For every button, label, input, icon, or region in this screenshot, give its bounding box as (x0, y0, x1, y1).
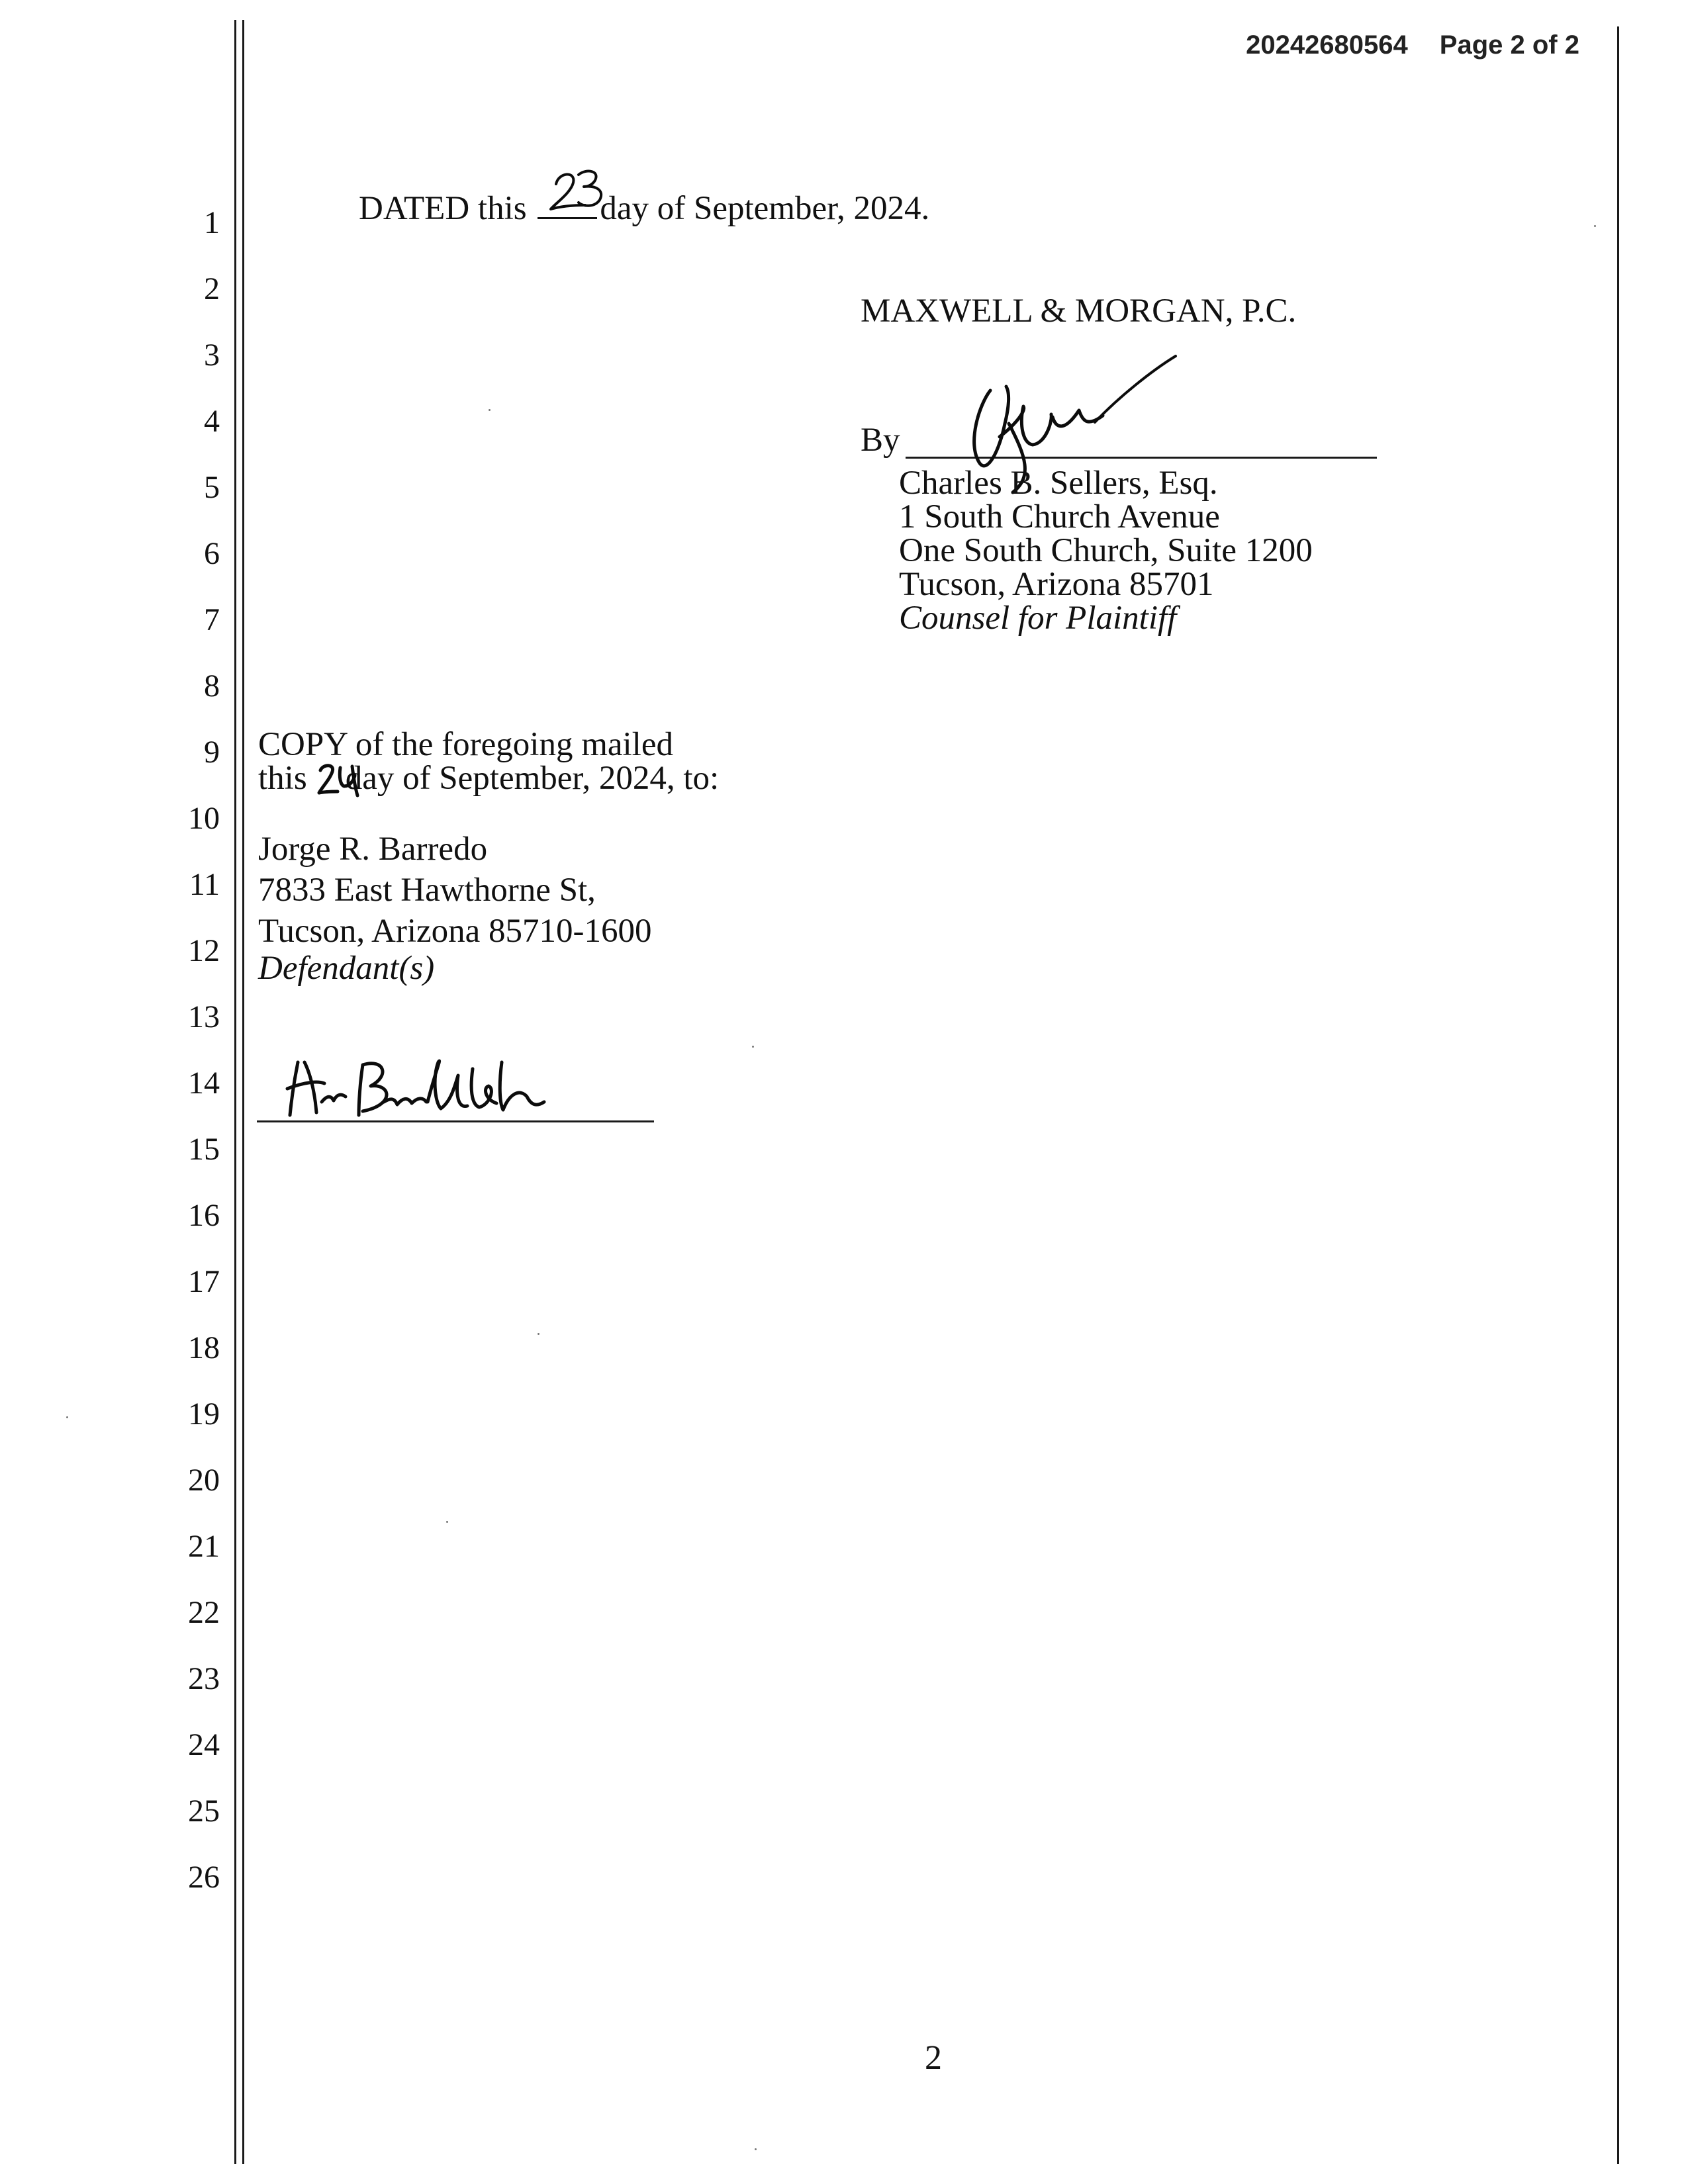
recipient-street: 7833 East Hawthorne St, (258, 872, 596, 909)
attorney-name: Charles B. Sellers, Esq. (899, 465, 1218, 502)
scan-speck (752, 1046, 754, 1048)
mailer-signature (285, 1049, 596, 1122)
scan-speck (489, 409, 491, 411)
line-number: 1 (204, 205, 220, 240)
line-number: 22 (188, 1595, 220, 1630)
scan-speck (1594, 225, 1596, 227)
line-number: 16 (188, 1198, 220, 1233)
attorney-address-3: Tucson, Arizona 85701 (899, 566, 1214, 603)
line-number: 2 (204, 271, 220, 306)
firm-name: MAXWELL & MORGAN, P.C. (861, 293, 1297, 330)
attorney-address-1: 1 South Church Avenue (899, 498, 1220, 535)
line-number: 12 (188, 933, 220, 968)
line-number: 14 (188, 1066, 220, 1101)
left-margin-rule-inner (242, 20, 244, 2164)
right-margin-rule (1617, 26, 1619, 2164)
dated-prefix: DATED this (359, 190, 527, 227)
line-number: 3 (204, 338, 220, 373)
attorney-block (899, 467, 1313, 635)
copy-notice-line1: COPY of the foregoing mailed (258, 726, 673, 763)
page-label: Page 2 of 2 (1439, 30, 1579, 60)
line-number: 18 (188, 1330, 220, 1365)
line-number: 10 (188, 801, 220, 836)
recipient-name: Jorge R. Barredo (258, 831, 488, 868)
line-number: 15 (188, 1132, 220, 1167)
line-number: 8 (204, 668, 220, 704)
scan-speck (538, 1333, 539, 1335)
recipient-city: Tucson, Arizona 85710-1600 (258, 913, 652, 950)
dated-suffix: day of September, 2024. (600, 190, 930, 227)
line-number: 25 (188, 1794, 220, 1829)
line-number: 11 (189, 867, 220, 902)
line-number: 21 (188, 1529, 220, 1564)
recipient-role: Defendant(s) (258, 950, 435, 987)
line-number: 17 (188, 1264, 220, 1299)
line-number: 4 (204, 404, 220, 439)
recipient-block (258, 829, 652, 985)
line-number: 7 (204, 602, 220, 637)
line-number: 23 (188, 1661, 220, 1696)
page-number: 2 (925, 2039, 942, 2077)
scan-speck (446, 1521, 448, 1523)
document-number: 20242680564 (1246, 30, 1408, 60)
attorney-role: Counsel for Plaintiff (899, 600, 1177, 637)
mailer-signature-line (257, 1120, 654, 1122)
line-number: 13 (188, 999, 220, 1034)
copy-notice-suffix: day of September, 2024, to: (345, 760, 720, 797)
line-number: 9 (204, 735, 220, 770)
attorney-address-2: One South Church, Suite 1200 (899, 532, 1313, 569)
dated-day-handwritten (547, 165, 610, 218)
scan-speck (755, 2148, 757, 2150)
copy-notice-prefix: this (258, 760, 307, 797)
line-number: 5 (204, 470, 220, 505)
line-number: 20 (188, 1463, 220, 1498)
scan-speck (66, 1416, 68, 1418)
left-margin-rule-outer (234, 20, 236, 2164)
line-number: 24 (188, 1727, 220, 1762)
dated-line (359, 191, 929, 226)
copy-day-handwritten (316, 761, 360, 798)
by-label: By (861, 422, 900, 459)
document-header (1246, 30, 1579, 60)
line-number: 26 (188, 1860, 220, 1895)
line-number: 6 (204, 536, 220, 571)
line-number: 19 (188, 1396, 220, 1432)
